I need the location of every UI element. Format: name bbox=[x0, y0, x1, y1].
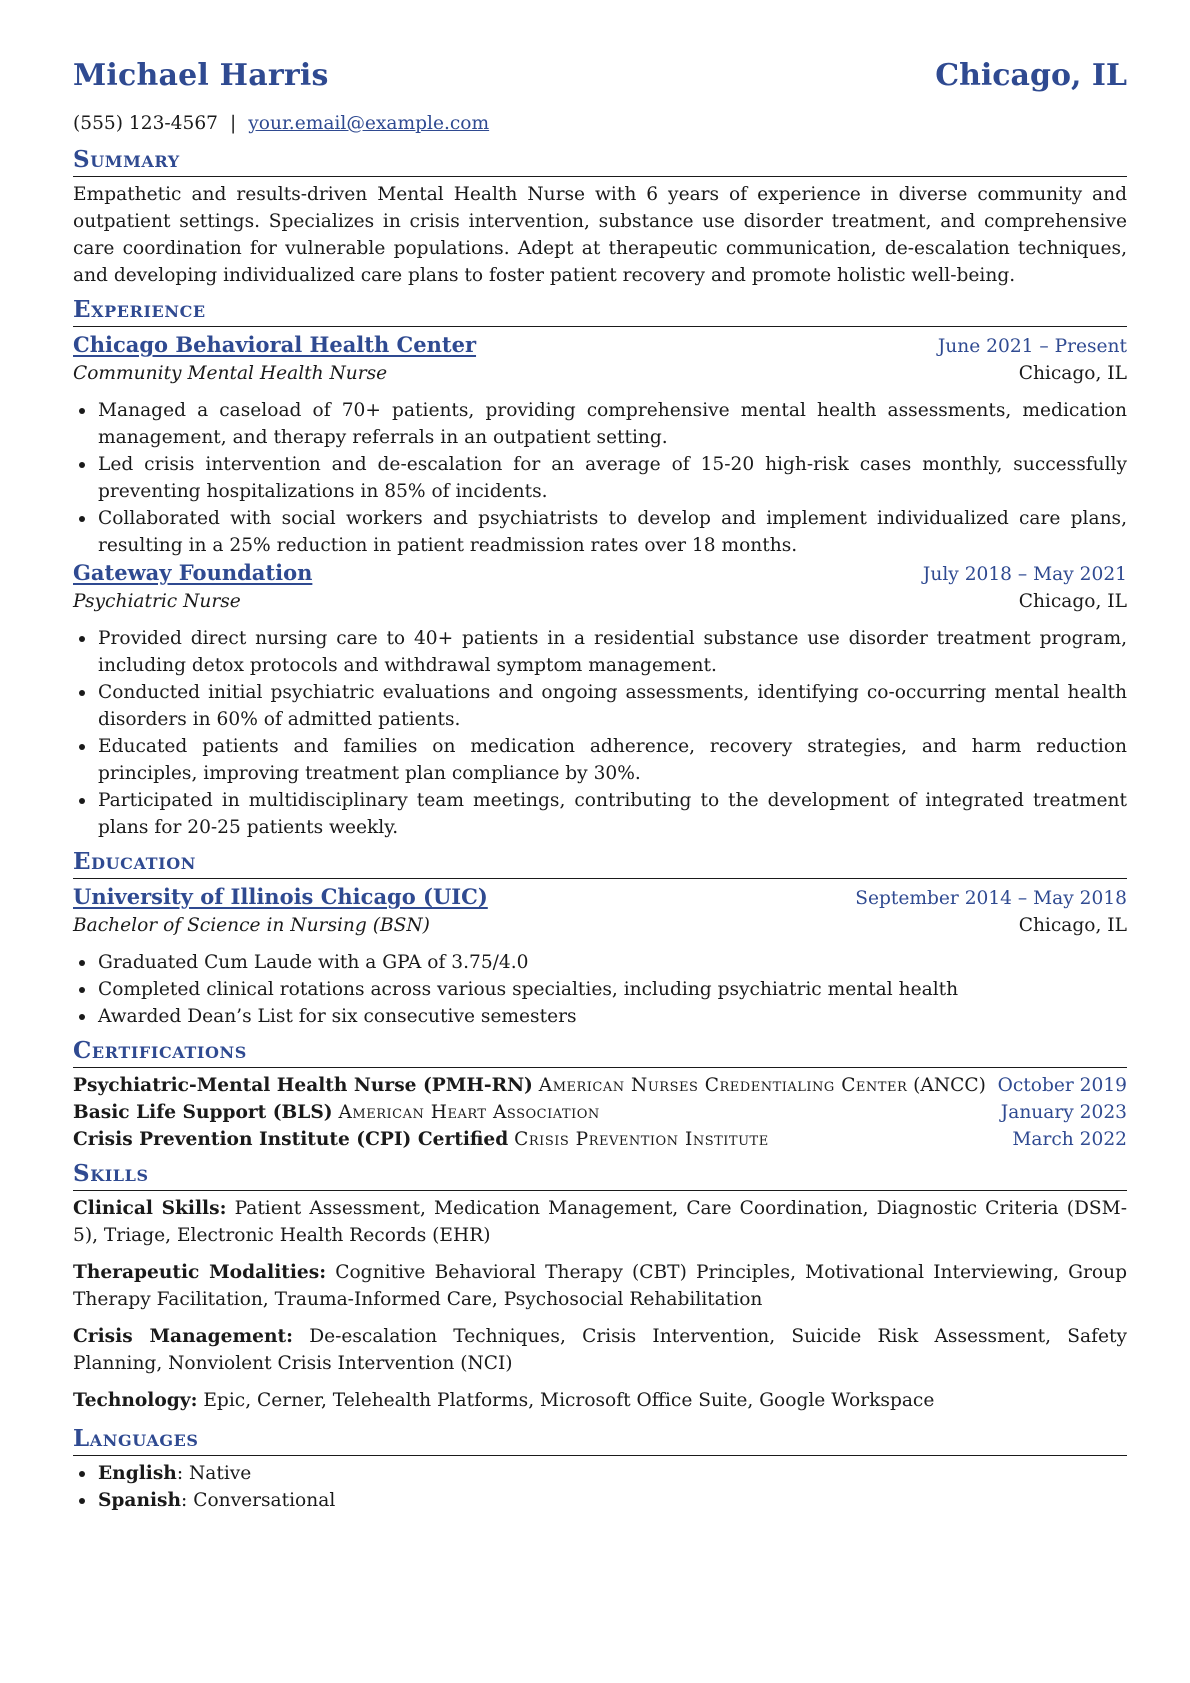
list-item: Collaborated with social workers and psychiatrists to develop and implement individualized care plans, resulting in a 25% reduction in patient readmission rates over 18 months. bbox=[73, 505, 1127, 559]
degree: Bachelor of Science in Nursing (BSN) bbox=[73, 915, 430, 936]
email-link[interactable]: your.email@example.com bbox=[248, 113, 490, 134]
cert-date: March 2022 bbox=[1012, 1129, 1127, 1150]
skill-items: Epic, Cerner, Telehealth Platforms, Microsoft Office Suite, Google Workspace bbox=[203, 1390, 935, 1411]
skill-row bbox=[73, 1259, 1127, 1313]
section-title-languages: Languages bbox=[73, 1424, 1127, 1456]
language-level: : Conversational bbox=[181, 1490, 336, 1511]
section-title-certifications: Certifications bbox=[73, 1036, 1127, 1068]
skill-items: Patient Assessment, Medication Management, Care Coordination, Diagnostic Criteria (DSM-5), Triage, Electronic Health Records (EHR) bbox=[73, 1198, 1127, 1246]
job-entry bbox=[73, 559, 1127, 841]
list-item bbox=[73, 1460, 1127, 1487]
cert-date: October 2019 bbox=[997, 1075, 1127, 1096]
school-link[interactable]: University of Illinois Chicago (UIC) bbox=[73, 884, 488, 909]
section-title-experience: Experience bbox=[73, 295, 1127, 327]
certification-item bbox=[73, 1126, 1127, 1153]
education-section bbox=[73, 847, 1127, 1030]
skills-section bbox=[73, 1159, 1127, 1414]
job-dates: June 2021 – Present bbox=[937, 336, 1127, 357]
job-location: Chicago, IL bbox=[1018, 363, 1127, 384]
language-level: : Native bbox=[176, 1463, 252, 1484]
list-item: Participated in multidisciplinary team meetings, contributing to the development of integrated treatment plans for 20-25 patients weekly. bbox=[73, 787, 1127, 841]
cert-issuer: Crisis Prevention Institute bbox=[514, 1129, 769, 1150]
list-item: Educated patients and families on medication adherence, recovery strategies, and harm reduction principles, improving treatment plan compliance by 30%. bbox=[73, 733, 1127, 787]
job-org-link[interactable]: Gateway Foundation bbox=[73, 560, 313, 585]
job-entry bbox=[73, 331, 1127, 559]
skill-row bbox=[73, 1387, 1127, 1414]
certifications-section bbox=[73, 1036, 1127, 1153]
section-title-skills: Skills bbox=[73, 1159, 1127, 1191]
cert-name: Basic Life Support (BLS) bbox=[73, 1102, 333, 1123]
language-name: Spanish bbox=[98, 1490, 182, 1511]
skill-category: Therapeutic Modalities: bbox=[73, 1262, 327, 1283]
skill-row bbox=[73, 1195, 1127, 1249]
skill-items: Cognitive Behavioral Therapy (CBT) Principles, Motivational Interviewing, Group Therapy Facilitation, Trauma-Informed Care, Psychosocial Rehabilitation bbox=[73, 1262, 1127, 1310]
skill-category: Crisis Management: bbox=[73, 1326, 293, 1347]
list-item: Completed clinical rotations across various specialties, including psychiatric mental health bbox=[73, 976, 1127, 1003]
job-bullets bbox=[73, 397, 1127, 559]
job-org-link[interactable]: Chicago Behavioral Health Center bbox=[73, 332, 477, 357]
section-title-education: Education bbox=[73, 847, 1127, 879]
education-location: Chicago, IL bbox=[1018, 915, 1127, 936]
list-item: Conducted initial psychiatric evaluations and ongoing assessments, identifying co-occurring mental health disorders in 60% of admitted patients. bbox=[73, 679, 1127, 733]
cert-name: Crisis Prevention Institute (CPI) Certified bbox=[73, 1129, 509, 1150]
education-bullets bbox=[73, 949, 1127, 1030]
cert-issuer-suffix: (ANCC) bbox=[913, 1075, 986, 1096]
certification-item bbox=[73, 1072, 1127, 1099]
cert-date: January 2023 bbox=[1000, 1102, 1127, 1123]
job-bullets bbox=[73, 625, 1127, 841]
phone-number: (555) 123-4567 bbox=[73, 113, 219, 134]
candidate-location: Chicago, IL bbox=[935, 58, 1127, 93]
list-item: Managed a caseload of 70+ patients, providing comprehensive mental health assessments, medication management, and therapy referrals in an outpatient setting. bbox=[73, 397, 1127, 451]
languages-section bbox=[73, 1424, 1127, 1514]
summary-text: Empathetic and results-driven Mental Health Nurse with 6 years of experience in diverse community and outpatient settings. Specializes in crisis intervention, substance use disorder treatment, and comprehensive care coordination for vulnerable populations. Adept at therapeutic communication, de-escalation techniques, and developing individualized care plans to foster patient recovery and promote holistic well-being. bbox=[73, 184, 1127, 286]
certification-item bbox=[73, 1099, 1127, 1126]
job-role: Community Mental Health Nurse bbox=[73, 363, 388, 384]
education-dates: September 2014 – May 2018 bbox=[855, 888, 1127, 909]
language-name: English bbox=[98, 1463, 177, 1484]
cert-issuer: American Nurses Credentialing Center bbox=[538, 1075, 908, 1096]
list-item: Led crisis intervention and de-escalation for an average of 15-20 high-risk cases monthly, successfully preventing hospitalizations in 85% of incidents. bbox=[73, 451, 1127, 505]
cert-name: Psychiatric-Mental Health Nurse (PMH-RN) bbox=[73, 1075, 533, 1096]
job-dates: July 2018 – May 2021 bbox=[922, 564, 1127, 585]
section-title-summary: Summary bbox=[73, 145, 1127, 177]
job-location: Chicago, IL bbox=[1018, 591, 1127, 612]
skill-row bbox=[73, 1323, 1127, 1377]
list-item bbox=[73, 1487, 1127, 1514]
skill-items: De-escalation Techniques, Crisis Intervention, Suicide Risk Assessment, Safety Planning, Nonviolent Crisis Intervention (NCI) bbox=[73, 1326, 1127, 1374]
skill-category: Technology: bbox=[73, 1390, 198, 1411]
contact-separator: | bbox=[230, 113, 237, 134]
list-item: Provided direct nursing care to 40+ patients in a residential substance use disorder treatment program, including detox protocols and withdrawal symptom management. bbox=[73, 625, 1127, 679]
list-item: Graduated Cum Laude with a GPA of 3.75/4.0 bbox=[73, 949, 1127, 976]
experience-section bbox=[73, 295, 1127, 841]
summary-section bbox=[73, 145, 1127, 289]
resume-page bbox=[73, 58, 1127, 1514]
job-role: Psychiatric Nurse bbox=[73, 591, 241, 612]
contact-line bbox=[73, 110, 1127, 137]
cert-issuer: American Heart Association bbox=[338, 1102, 600, 1123]
list-item: Awarded Dean’s List for six consecutive semesters bbox=[73, 1003, 1127, 1030]
language-list bbox=[73, 1460, 1127, 1514]
resume-header bbox=[73, 58, 1127, 104]
candidate-name: Michael Harris bbox=[73, 58, 329, 93]
skill-category: Clinical Skills: bbox=[73, 1198, 227, 1219]
